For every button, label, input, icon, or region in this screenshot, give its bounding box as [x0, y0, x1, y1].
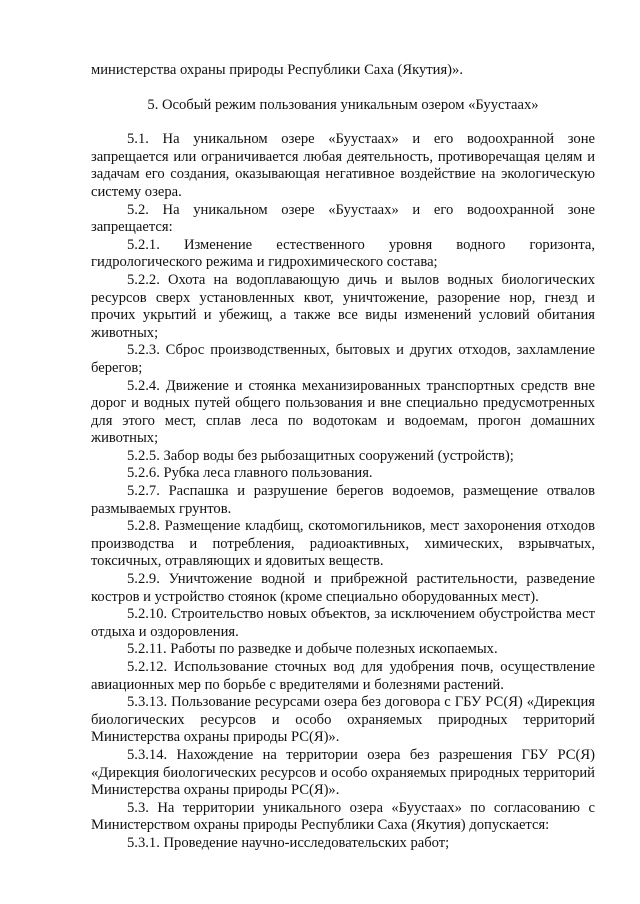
paragraph-5-2-11: 5.2.11. Работы по разведке и добыче полезных ископаемых.	[127, 641, 498, 658]
paragraph-5-2-1: 5.2.1. Изменение естественного уровня водного горизонта, гидрологического режима и гидрохимического состава;	[91, 236, 595, 271]
paragraph-5-3-1: 5.3.1. Проведение научно-исследовательских работ;	[127, 834, 450, 851]
paragraph-5-3: 5.3. На территории уникального озера «Буустаах» по согласованию с Министерством охраны природы Республики Саха (Якутия) допускается:	[91, 799, 595, 834]
paragraph-5-2-7: 5.2.7. Распашка и разрушение берегов водоемов, размещение отвалов размываемых грунтов.	[91, 483, 595, 517]
section-heading: 5. Особый режим пользования уникальным озером «Буустаах»	[147, 96, 539, 113]
paragraph-5-2-5: 5.2.5. Забор воды без рыбозащитных сооружений (устройств);	[127, 447, 514, 464]
paragraph-5-3-14: 5.3.14. Нахождение на территории озера без разрешения ГБУ РС(Я) «Дирекция биологических ресурсов и особо охраняемых природных территорий Министерства охраны природы РС(Я)».	[91, 746, 595, 799]
document-body	[91, 62, 595, 853]
paragraph-5-2-6: 5.2.6. Рубка леса главного пользования.	[127, 465, 373, 482]
paragraph-5-1: 5.1. На уникальном озере «Буустаах» и его водоохранной зоне запрещается или ограничивается любая деятельность, противоречащая целям и задачам его создания, оказывающая негативное воздействие на экологическую систему озера.	[91, 131, 595, 200]
paragraph-5-2-2: 5.2.2. Охота на водоплавающую дичь и вылов водных биологических ресурсов сверх установленных квот, уничтожение, разорение нор, гнезд и прочих укрытий и убежищ, а также все виды изменений условий обитания животных;	[91, 271, 595, 341]
paragraph-5-2-9: 5.2.9. Уничтожение водной и прибрежной растительности, разведение костров и устройство стоянок (кроме специально оборудованных мест).	[91, 571, 595, 605]
paragraph-5-2-10: 5.2.10. Строительство новых объектов, за исключением обустройства мест отдыха и оздоровления.	[91, 606, 595, 640]
paragraph-list	[91, 131, 595, 852]
paragraph-5-2: 5.2. На уникальном озере «Буустаах» и его водоохранной зоне запрещается:	[91, 201, 595, 236]
paragraph-5-2-4: 5.2.4. Движение и стоянка механизированных транспортных средств вне дорог и водных путей общего пользования и вне специально предусмотренных для этого мест, сплав леса по водотокам и водоемам, прогон домашних животных;	[91, 377, 595, 447]
paragraph-5-2-3: 5.2.3. Сброс производственных, бытовых и других отходов, захламление берегов;	[91, 342, 595, 376]
paragraph-5-3-13: 5.3.13. Пользование ресурсами озера без договора с ГБУ РС(Я) «Дирекция биологических ресурсов и особо охраняемых природных территорий Министерства охраны природы РС(Я)».	[91, 694, 595, 746]
paragraph-5-2-12: 5.2.12. Использование сточных вод для удобрения почв, осуществление авиационных мер по борьбе с вредителями и болезнями растений.	[91, 659, 595, 693]
paragraph-5-2-8: 5.2.8. Размещение кладбищ, скотомогильников, мест захоронения отходов производства и потребления, радиоактивных, химических, взрывчатых, токсичных, отравляющих и ядовитых веществ.	[91, 518, 595, 570]
lead-line: министерства охраны природы Республики Саха (Якутия)».	[91, 62, 463, 78]
